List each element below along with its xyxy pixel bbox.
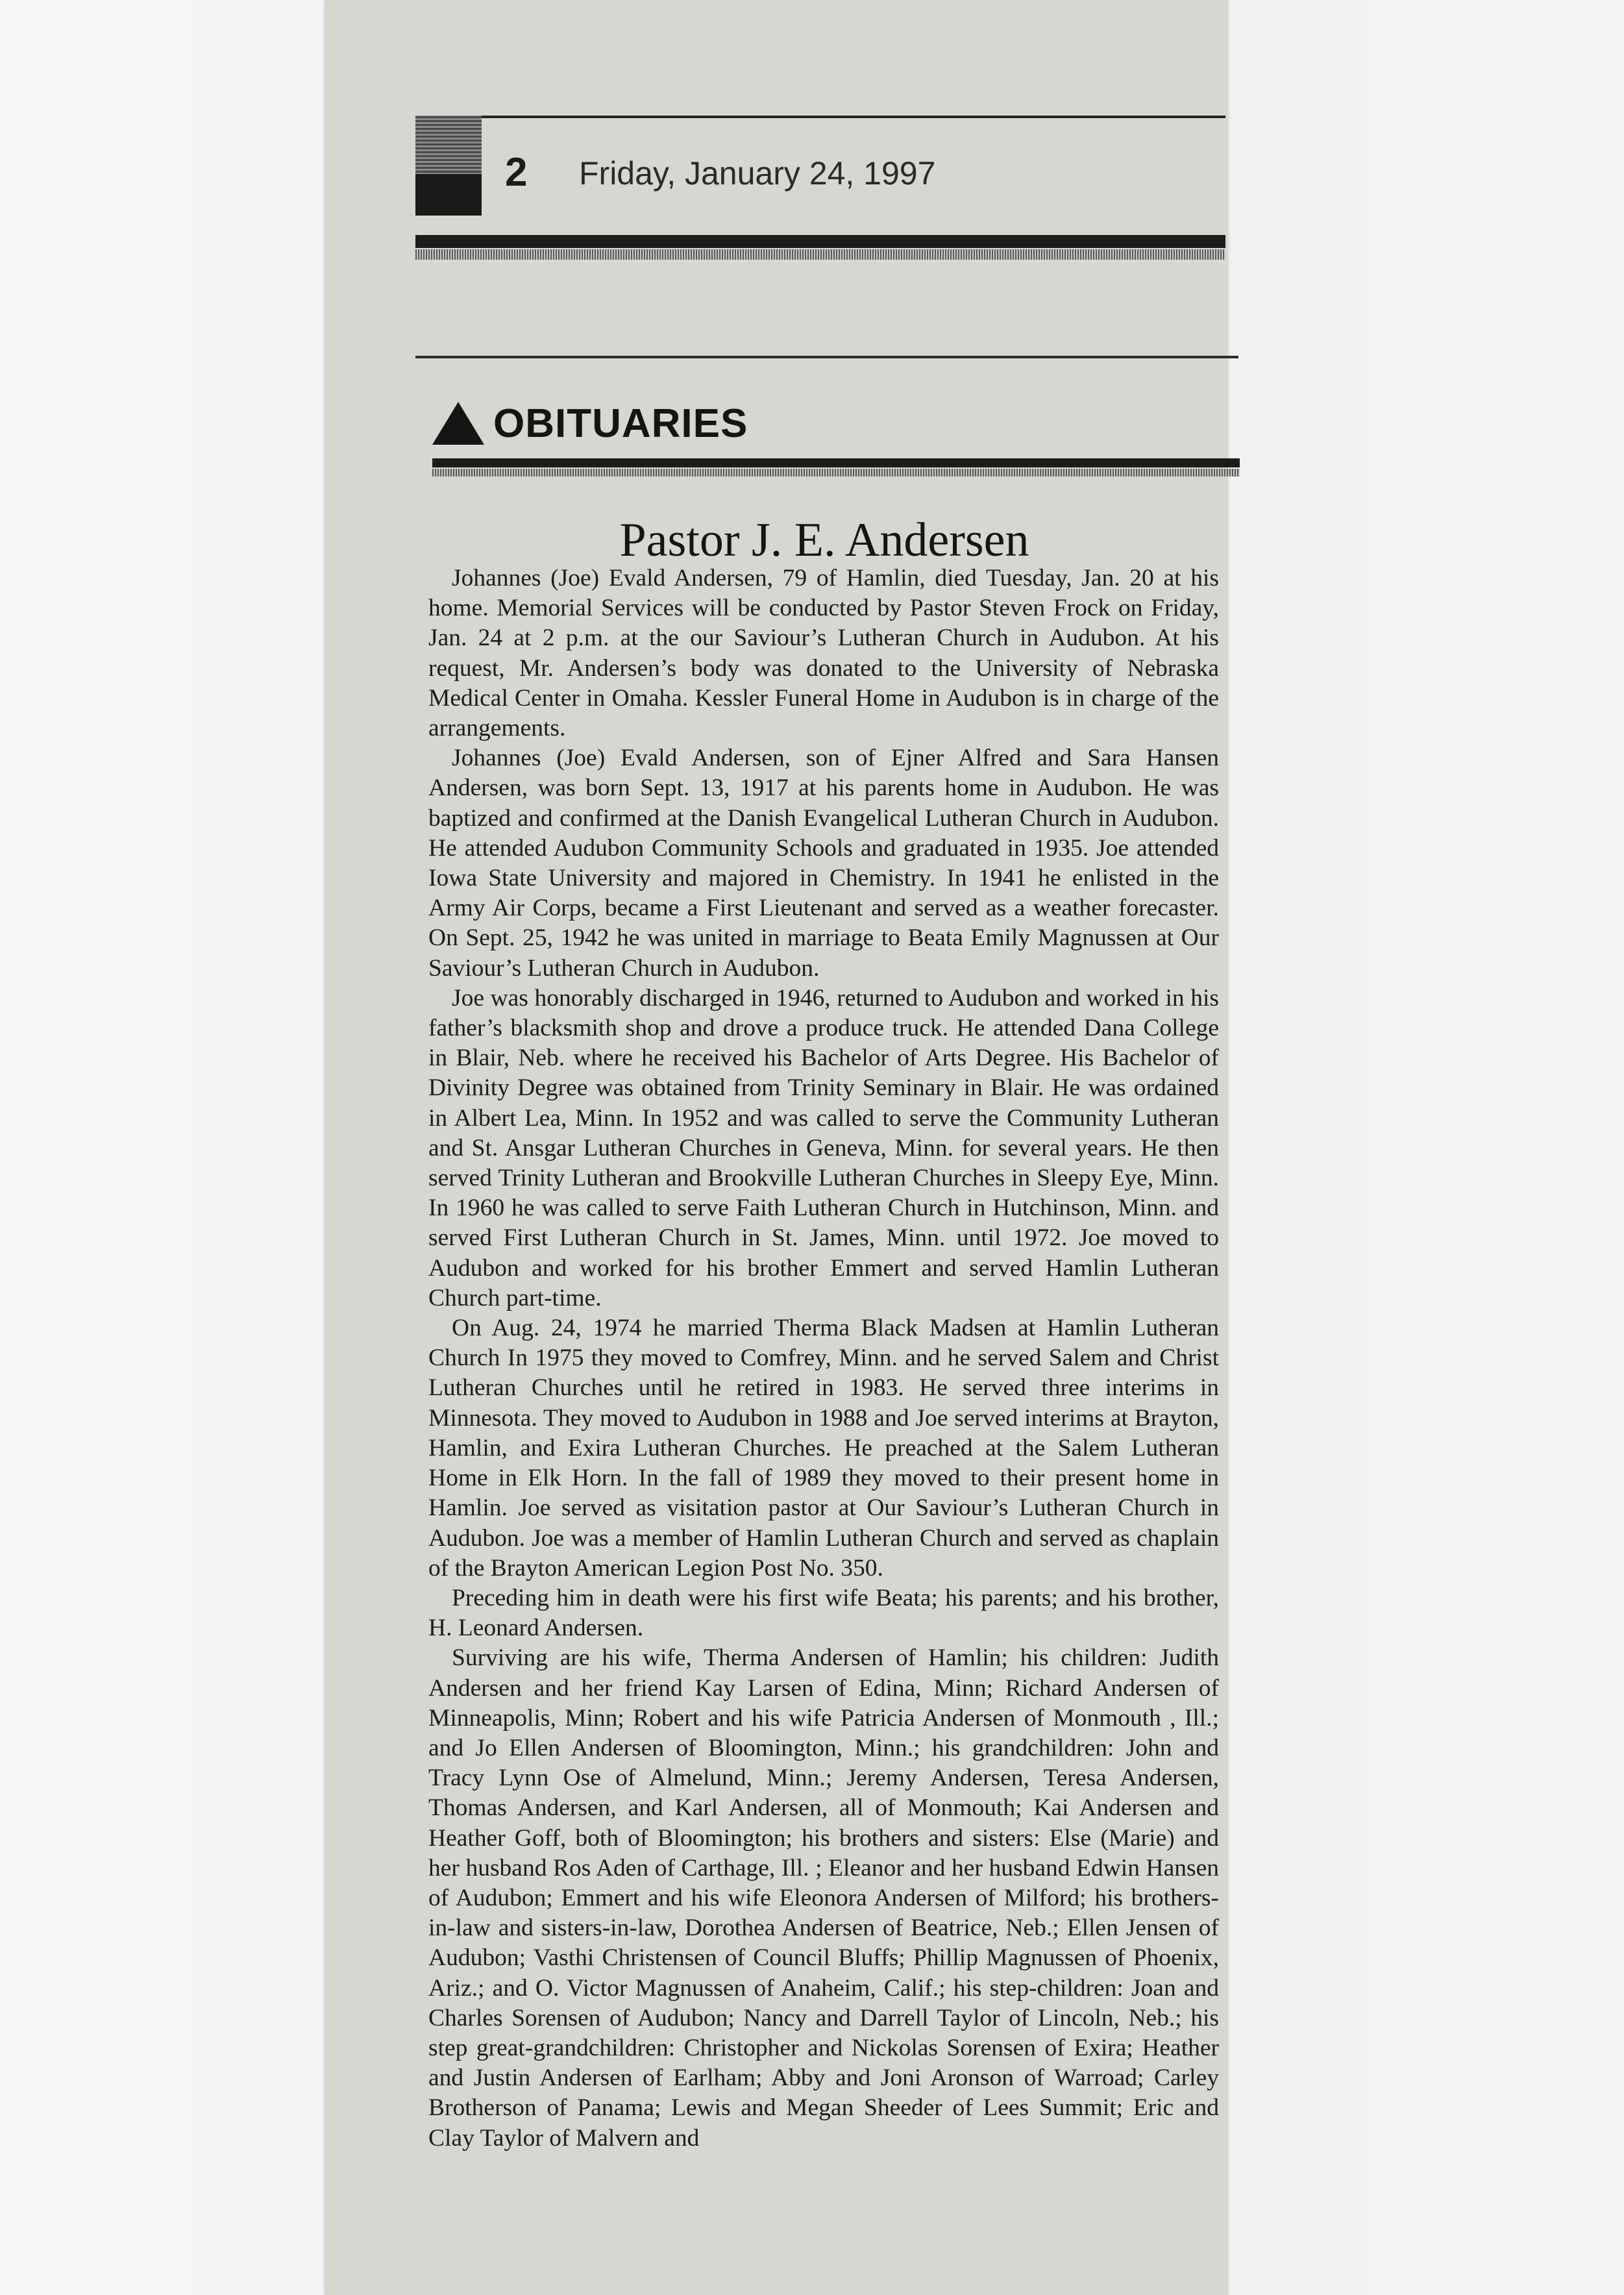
masthead-thick-rule	[415, 235, 1225, 248]
newspaper-clipping	[325, 0, 1228, 2295]
section-header	[432, 397, 748, 449]
masthead-top-rule	[415, 116, 1225, 118]
triangle-icon	[432, 402, 484, 445]
section-top-rule	[415, 356, 1238, 358]
article-headline: Pastor J. E. Andersen	[619, 514, 1029, 567]
masthead-hatched-rule	[415, 249, 1225, 260]
section-title: OBITUARIES	[493, 401, 748, 446]
page-tab-dark-block	[415, 174, 482, 216]
article-body	[428, 564, 1219, 2153]
page-number: 2	[505, 150, 528, 195]
article-paragraph: Johannes (Joe) Evald Andersen, 79 of Hamlin, died Tuesday, Jan. 20 at his home. Memorial Services will be conducted by Pastor Steven Frock on Friday, Jan. 24 at 2 p.m. at the our Saviour’s Lutheran Church in Audubon. At his request, Mr. Andersen’s body was donated to the University of Nebraska Medical Center in Omaha. Kessler Funeral Home in Audubon is in charge of the arrangements.	[428, 565, 1219, 742]
article-paragraph: Surviving are his wife, Therma Andersen of Hamlin; his children: Judith Andersen and her friend Kay Larsen of Edina, Minn; Richard Andersen of Minneapolis, Minn; Robert and his wife Patricia Andersen of Monmouth , Ill.; and Jo Ellen Andersen of Bloomington, Minn.; his grandchildren: John and Tracy Lynn Ose of Almelund, Minn.; Jeremy Andersen, Teresa Andersen, Thomas Andersen, and Karl Andersen, all of Monmouth; Kai Andersen and Heather Goff, both of Bloomington; his brothers and sisters: Else (Marie) and her husband Ros Aden of Carthage, Ill. ; Eleanor and her husband Edwin Hansen of Audubon; Emmert and his wife Eleonora Andersen of Milford; his brothers-in-law and sisters-in-law, Dorothea Andersen of Beatrice, Neb.; Ellen Jensen of Audubon; Vasthi Christensen of Council Bluffs; Phillip Magnussen of Phoenix, Ariz.; and O. Victor Magnussen of Anaheim, Calif.; his step-children: Joan and Charles Sorensen of Audubon; Nancy and Darrell Taylor of Lincoln, Neb.; his step great-grandchildren: Christopher and Nickolas Sorensen of Exira; Heather and Justin Andersen of Earlham; Abby and Joni Aronson of Warroad; Carley Brotherson of Panama; Lewis and Megan Sheeder of Lees Summit; Eric and Clay Taylor of Malvern and	[428, 1644, 1219, 2152]
article-paragraph: Preceding him in death were his first wife Beata; his parents; and his brother, H. Leonard Andersen.	[428, 1584, 1219, 1642]
section-hatched-underline	[432, 469, 1240, 477]
page-masthead	[415, 110, 1225, 260]
article-paragraph: Johannes (Joe) Evald Andersen, son of Ejner Alfred and Sara Hansen Andersen, was born Sept. 13, 1917 at his parents home in Audubon. He was baptized and confirmed at the Danish Evangelical Lutheran Church in Audubon. He attended Audubon Community Schools and graduated in 1935. Joe attended Iowa State University and majored in Chemistry. In 1941 he enlisted in the Army Air Corps, became a First Lieutenant and served as a weather forecaster. On Sept. 25, 1942 he was united in marriage to Beata Emily Magnussen at Our Saviour’s Lutheran Church in Audubon.	[428, 745, 1219, 982]
section-underline	[432, 458, 1240, 467]
issue-date: Friday, January 24, 1997	[579, 155, 936, 192]
article-paragraph: Joe was honorably discharged in 1946, returned to Audubon and worked in his father’s blacksmith shop and drove a produce truck. He attended Dana College in Blair, Neb. where he received his Bachelor of Arts Degree. His Bachelor of Divinity Degree was obtained from Trinity Seminary in Blair. He was ordained in Albert Lea, Minn. In 1952 and was called to serve the Community Lutheran and St. Ansgar Lutheran Churches in Geneva, Minn. for several years. He then served Trinity Lutheran and Brookville Lutheran Churches in Sleepy Eye, Minn. In 1960 he was called to serve Faith Lutheran Church in Hutchinson, Minn. and served First Lutheran Church in St. James, Minn. until 1972. Joe moved to Audubon and worked for his brother Emmert and served Hamlin Lutheran Church part-time.	[428, 984, 1219, 1311]
article-paragraph: On Aug. 24, 1974 he married Therma Black Madsen at Hamlin Lutheran Church In 1975 they moved to Comfrey, Minn. and he served Salem and Christ Lutheran Churches until he retired in 1983. He served three interims in Minnesota. They moved to Audubon in 1988 and Joe served interims at Brayton, Hamlin, and Exira Lutheran Churches. He preached at the Salem Lutheran Home in Elk Horn. In the fall of 1989 they moved to their present home in Hamlin. Joe served as visitation pastor at Our Saviour’s Lutheran Church in Audubon. Joe was a member of Hamlin Lutheran Church and served as chaplain of the Brayton American Legion Post No. 350.	[428, 1315, 1219, 1582]
